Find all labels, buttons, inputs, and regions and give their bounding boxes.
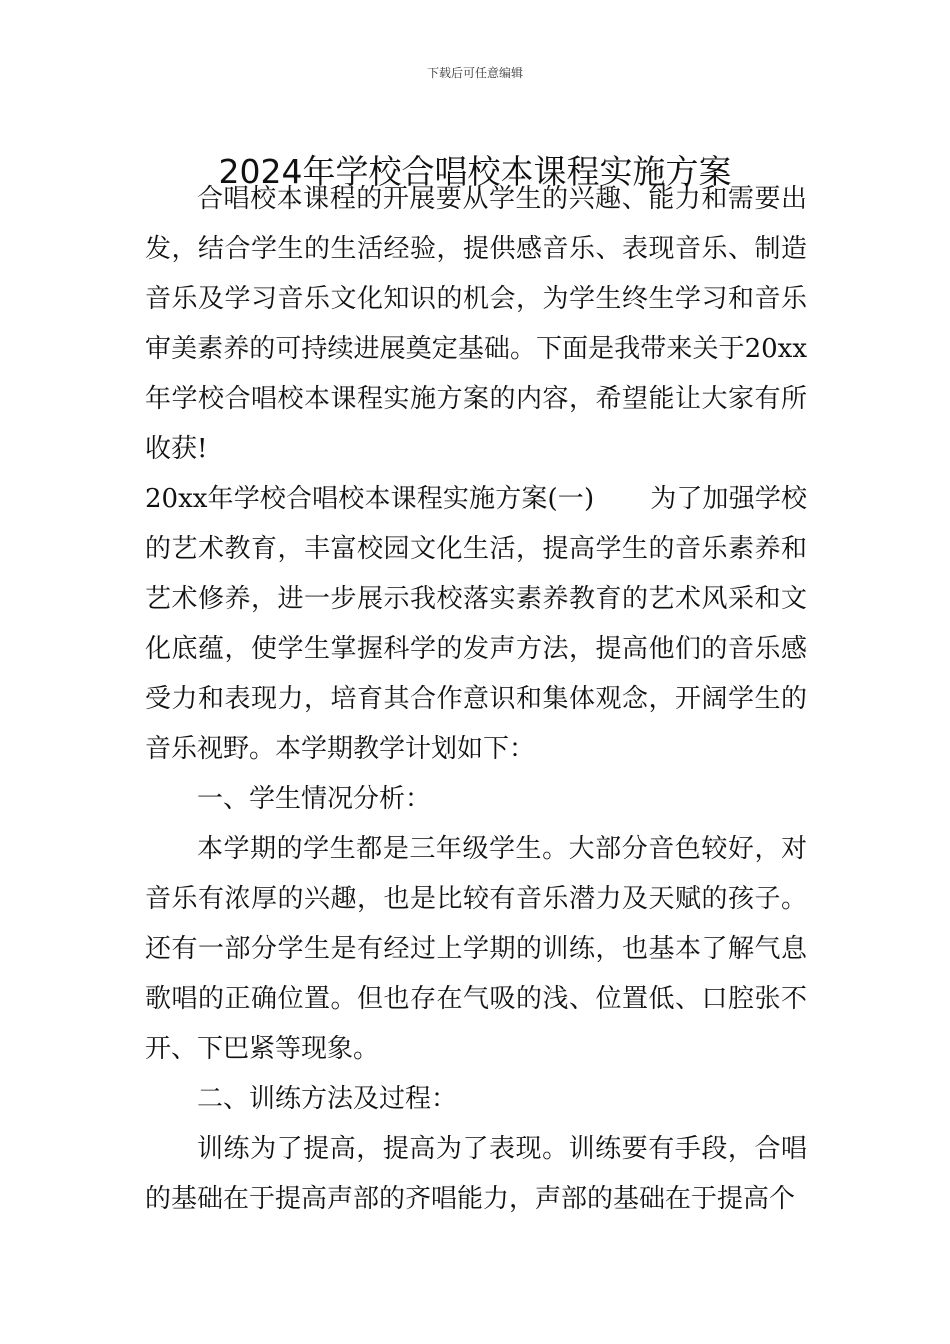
header-note: 下载后可任意编辑 <box>426 66 523 80</box>
document-body <box>145 174 807 1224</box>
document-title: 2024年学校合唱校本课程实施方案 <box>218 152 732 192</box>
part-one-heading: 一、学生情况分析： <box>197 784 432 814</box>
intro-paragraph: 合唱校本课程的开展要从学生的兴趣、能力和需要出发，结合学生的生活经验，提供感音乐、表现音乐、制造音乐及学习音乐文化知识的机会，为学生终生学习和音乐审美素养的可持续进展奠定基础。下面是我带来关于20xx年学校合唱校本课程实施方案的内容，希望能让大家有所收获! <box>145 184 807 464</box>
part-two-body: 训练为了提高，提高为了表现。训练要有手段，合唱的基础在于提高声部的齐唱能力，声部的基础在于提高个 <box>145 1134 807 1214</box>
section-one-heading: 20xx年学校合唱校本课程实施方案(一) <box>145 484 595 514</box>
part-one-body: 本学期的学生都是三年级学生。大部分音色较好，对音乐有浓厚的兴趣，也是比较有音乐潜力及天赋的孩子。还有一部分学生是有经过上学期的训练，也基本了解气息歌唱的正确位置。但也存在气吸的浅、位置低、口腔张不开、下巴紧等现象。 <box>145 834 807 1064</box>
part-two-heading: 二、训练方法及过程： <box>197 1084 458 1114</box>
section-one-paragraph <box>145 474 807 774</box>
section-one-body: 为了加强学校的艺术教育，丰富校园文化生活，提高学生的音乐素养和艺术修养，进一步展示我校落实素养教育的艺术风采和文化底蕴，使学生掌握科学的发声方法，提高他们的音乐感受力和表现力，培育其合作意识和集体观念，开阔学生的音乐视野。本学期教学计划如下： <box>145 484 807 764</box>
